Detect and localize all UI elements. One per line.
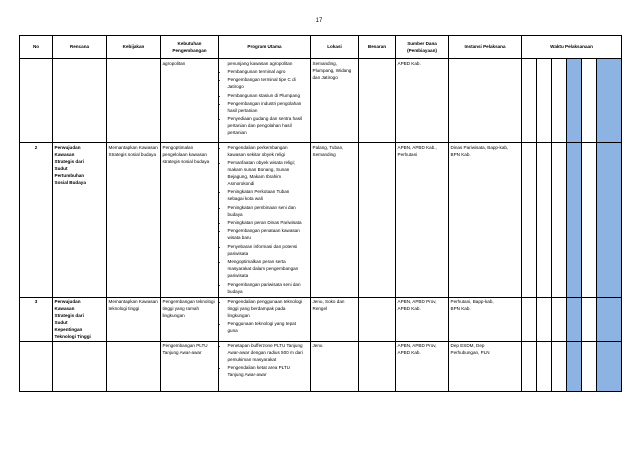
program-item-line: • Penggunaan teknologi yang tepat <box>227 321 296 327</box>
header-sumber <box>396 36 449 59</box>
program-item <box>228 68 309 75</box>
program-item-line: • Pengendalian ketat area PLTU <box>227 365 290 371</box>
cell-rencana-line: Strategis dari <box>54 313 84 319</box>
table-row <box>20 59 622 143</box>
program-item-line: makam sunan Bonang, Sunan <box>227 166 290 172</box>
cell-no: 2 <box>20 143 53 298</box>
cell-rencana-line: Perwujudan <box>54 144 81 150</box>
timeline-cell <box>522 143 537 298</box>
cell-kebijakan <box>107 59 161 143</box>
header-besaran: Besaran <box>359 36 396 59</box>
program-item-line: pertanian <box>227 130 247 136</box>
cell-instansi-line: Dinas Pariwisata, Bapp-kab, <box>450 144 509 150</box>
header-program: Program Utama <box>219 36 311 59</box>
program-item-line: • Pemanfaatan obyek wisata religi; <box>227 159 295 165</box>
header-kebutuhan-line: Pengembangan <box>172 48 207 53</box>
cell-lokasi <box>311 297 359 341</box>
cell-rencana-line: Teknologi Tinggi <box>54 334 91 340</box>
timeline-cell <box>552 341 567 391</box>
timeline-cell <box>582 143 597 298</box>
cell-kebijakan-line: Memantapkan Kawasan <box>108 144 158 150</box>
header-instansi: Instansi Pelaksana <box>449 36 522 59</box>
table-row <box>20 143 622 298</box>
cell-lokasi <box>311 59 359 143</box>
program-item-line: • Pengembangan penataan kawasan <box>227 228 300 234</box>
cell-sumber-line: APBD Kab. <box>397 60 421 66</box>
cell-kebutuhan <box>161 341 219 391</box>
page-number: 17 <box>315 18 323 24</box>
cell-sumber <box>396 143 449 298</box>
program-item-line: penunjang kawasan agropolitan <box>227 60 293 66</box>
program-item-line: lingkungan <box>227 313 250 319</box>
table-body <box>20 59 622 392</box>
cell-rencana-line: Pertumbuhan <box>54 172 85 178</box>
cell-rencana-line: Kepentingan <box>54 327 83 333</box>
cell-rencana <box>53 341 107 391</box>
cell-sumber-line: APBD Kab. <box>397 306 421 312</box>
cell-lokasi <box>311 341 359 391</box>
timeline-cell <box>522 341 537 391</box>
program-item-line: budaya <box>227 288 243 294</box>
cell-no: 3 <box>20 297 53 341</box>
timeline-cell <box>552 59 567 143</box>
cell-rencana-line: Strategis dari <box>54 158 84 164</box>
header-kebutuhan-line: Kebutuhan <box>177 40 202 46</box>
program-item-line: tinggi yang berdampak pada <box>227 306 286 312</box>
cell-lokasi-line: Semanding, <box>312 60 338 66</box>
header-row <box>20 36 622 59</box>
program-item-line: • Pengendalian penggunaan teknologi <box>227 299 303 305</box>
timeline-cell <box>567 297 582 341</box>
program-item-line: • Peningkatan Perkotaan Tuban <box>227 189 290 195</box>
spatial-plan-table <box>19 35 622 392</box>
cell-kebutuhan-line: tinggi yang ramah <box>162 306 200 312</box>
cell-instansi <box>449 59 522 143</box>
program-item <box>228 219 309 226</box>
program-item-line: • Pengendalian perkembangan <box>227 144 288 150</box>
program-item-line: • Penyebaran informasi dan potensi <box>227 243 298 249</box>
cell-rencana <box>53 143 107 298</box>
cell-rencana-line: Sudut <box>54 320 68 326</box>
header-sumber-line: (Pembiayaan) <box>407 48 437 53</box>
program-item-line: pariwisata <box>227 250 249 256</box>
program-item-line: Awar-awar dengan radius 500 m dari <box>227 350 303 356</box>
cell-kebijakan-line: teknologi tinggi <box>108 306 140 312</box>
cell-sumber-line: APBN, APBD Kab., <box>397 144 437 150</box>
program-item <box>228 60 309 67</box>
program-item-line: budaya <box>227 211 243 217</box>
program-item-line: Asmorokondi <box>227 180 255 186</box>
cell-lokasi-line: Plumpang, Widang <box>312 67 352 73</box>
program-item <box>228 76 309 90</box>
header-kebijakan: Kebijakan <box>107 36 161 59</box>
timeline-cell <box>537 297 552 341</box>
cell-kebijakan <box>107 341 161 391</box>
header-sumber-line: Sumber Dana <box>407 40 437 46</box>
program-item <box>228 364 309 378</box>
program-item <box>228 188 309 202</box>
program-item <box>228 144 309 158</box>
program-item-line: • Mengoptimalkan peran serta <box>227 259 286 265</box>
timeline-cell <box>597 59 622 143</box>
cell-lokasi <box>311 143 359 298</box>
timeline-cell <box>582 341 597 391</box>
cell-lokasi-line: dan Jatirogo <box>312 74 338 80</box>
cell-kebutuhan-line: strategis sosial budaya <box>162 158 210 164</box>
program-list <box>221 144 309 297</box>
cell-no <box>20 341 53 391</box>
timeline-cell <box>552 143 567 298</box>
program-item-line: masyarakat dalam pengembangan <box>227 266 299 272</box>
program-item <box>228 204 309 218</box>
cell-besaran <box>359 59 396 143</box>
cell-sumber <box>396 59 449 143</box>
cell-besaran <box>359 143 396 298</box>
timeline-cell <box>537 59 552 143</box>
program-item-line: • Pengembangan terminal tipe C di <box>227 77 296 83</box>
cell-instansi <box>449 143 522 298</box>
cell-kebutuhan-line: Tanjung Awar-awar <box>162 350 202 356</box>
program-item-line: • Pengembangan pariwisata seni dan <box>227 281 301 287</box>
cell-kebutuhan <box>161 143 219 298</box>
cell-program <box>219 59 311 143</box>
program-item-line: wisata baru <box>227 235 251 241</box>
timeline-cell <box>552 297 567 341</box>
cell-sumber-line: APBD Kab. <box>397 350 421 356</box>
cell-lokasi-line: Rengel <box>312 306 328 312</box>
program-item-line: • Peningkatan pembinaan seni dan <box>227 204 296 210</box>
table-row <box>20 297 622 341</box>
header-kebutuhan <box>161 36 219 59</box>
cell-sumber-line: APBN, APBD Prov, <box>397 299 437 305</box>
program-item-line: Jatirogo <box>227 84 244 90</box>
cell-rencana-line: Sosial Budaya <box>54 179 86 185</box>
program-item-line: Tanjung Awar-awar <box>227 372 267 378</box>
program-list <box>221 298 309 336</box>
timeline-cell <box>567 341 582 391</box>
cell-rencana <box>53 297 107 341</box>
cell-instansi-line: Perhutani, Bapp-kab, <box>450 299 494 305</box>
cell-instansi-line: BPN Kab. <box>450 151 471 157</box>
timeline-cell <box>567 59 582 143</box>
header-rencana: Rencana <box>53 36 107 59</box>
cell-rencana-line: Sudut <box>54 165 68 171</box>
program-item-line: • Peningkatan peran Dinas Pariwisata <box>227 220 302 226</box>
timeline-cell <box>582 297 597 341</box>
cell-no <box>20 59 53 143</box>
cell-instansi-line: BPN Kab. <box>450 306 471 312</box>
cell-sumber <box>396 297 449 341</box>
cell-rencana-line: Kawasan <box>54 306 75 312</box>
program-item-line: sebagai kota wali <box>227 196 263 202</box>
program-item <box>228 115 309 136</box>
program-item-line: • Pembangunan terminal agro <box>227 68 286 74</box>
program-item <box>228 258 309 279</box>
cell-besaran <box>359 341 396 391</box>
cell-program <box>219 297 311 341</box>
timeline-cell <box>597 297 622 341</box>
cell-kebutuhan-line: Pengembangan PLTU <box>162 343 208 349</box>
timeline-cell <box>537 143 552 298</box>
cell-instansi <box>449 297 522 341</box>
program-item <box>228 298 309 319</box>
program-item-line: hasil pertanian <box>227 108 258 114</box>
header-lokasi: Lokasi <box>311 36 359 59</box>
program-list <box>221 342 309 380</box>
cell-instansi-line: Dep ESDM, Dep <box>450 343 485 349</box>
program-item <box>228 342 309 363</box>
program-item-line: kawasan sekitar obyek religi <box>227 151 285 157</box>
cell-kebijakan-line: Strategis sosial budaya <box>108 151 156 157</box>
program-list <box>221 60 309 138</box>
program-item <box>228 320 309 334</box>
program-item <box>228 100 309 114</box>
program-item-line: guna <box>227 328 238 334</box>
cell-sumber-line: Perhutani <box>397 151 418 157</box>
header-waktu: Waktu Pelaksanaan <box>522 36 622 59</box>
program-item <box>228 281 309 295</box>
cell-lokasi-line: Palang, Tuban, <box>312 144 344 150</box>
cell-kebutuhan-line: Pengembangan teknologi <box>162 299 215 305</box>
program-item-line: • Penyediaan gudang dan sentra hasil <box>227 116 303 122</box>
timeline-cell <box>522 297 537 341</box>
cell-lokasi-line: Jenu <box>312 343 323 349</box>
program-item-line: • Penetapan bufferzone PLTU Tanjung <box>227 343 303 349</box>
program-item <box>228 92 309 99</box>
program-item-line: pemukiman masyarakat <box>227 357 277 363</box>
cell-rencana <box>53 59 107 143</box>
cell-kebutuhan-line: agropolitan <box>162 60 186 66</box>
timeline-cell <box>567 143 582 298</box>
timeline-cell <box>522 59 537 143</box>
timeline-cell <box>582 59 597 143</box>
timeline-cell <box>597 143 622 298</box>
cell-sumber <box>396 341 449 391</box>
program-item-line: • Pengembangan industri pengolahan <box>227 101 302 107</box>
cell-kebijakan <box>107 143 161 298</box>
program-item-line: • Pembangunan stasiun di Plumpang <box>227 92 301 98</box>
cell-kebutuhan-line: pengelolaan kawasan <box>162 151 207 157</box>
cell-lokasi-line: Jenu, Soko dan <box>312 299 345 305</box>
cell-lokasi-line: Semanding <box>312 151 336 157</box>
cell-kebijakan-line: Memantapkan Kawasan <box>108 299 158 305</box>
program-item-line: pertanian dan pengolahan hasil <box>227 123 292 129</box>
cell-kebutuhan <box>161 59 219 143</box>
timeline-cell <box>537 341 552 391</box>
cell-rencana-line: Perwujudan <box>54 299 81 305</box>
program-item <box>228 227 309 241</box>
cell-program <box>219 341 311 391</box>
cell-instansi <box>449 341 522 391</box>
program-item-line: pariwisata <box>227 273 249 279</box>
cell-rencana-line: Kawasan <box>54 151 75 157</box>
header-no: No <box>20 36 53 59</box>
cell-kebutuhan <box>161 297 219 341</box>
cell-instansi-line: Perhubungan, PLN <box>450 350 490 356</box>
table-row <box>20 341 622 391</box>
cell-kebijakan <box>107 297 161 341</box>
program-item <box>228 243 309 257</box>
program-item-line: Bejagung, Makam Ibrahim <box>227 173 282 179</box>
cell-program <box>219 143 311 298</box>
cell-sumber-line: APBN, APBD Prov, <box>397 343 437 349</box>
cell-kebutuhan-line: Pengoptimalan <box>162 144 194 150</box>
cell-kebutuhan-line: lingkungan <box>162 313 185 319</box>
timeline-cell <box>597 341 622 391</box>
cell-besaran <box>359 297 396 341</box>
program-item <box>228 159 309 187</box>
